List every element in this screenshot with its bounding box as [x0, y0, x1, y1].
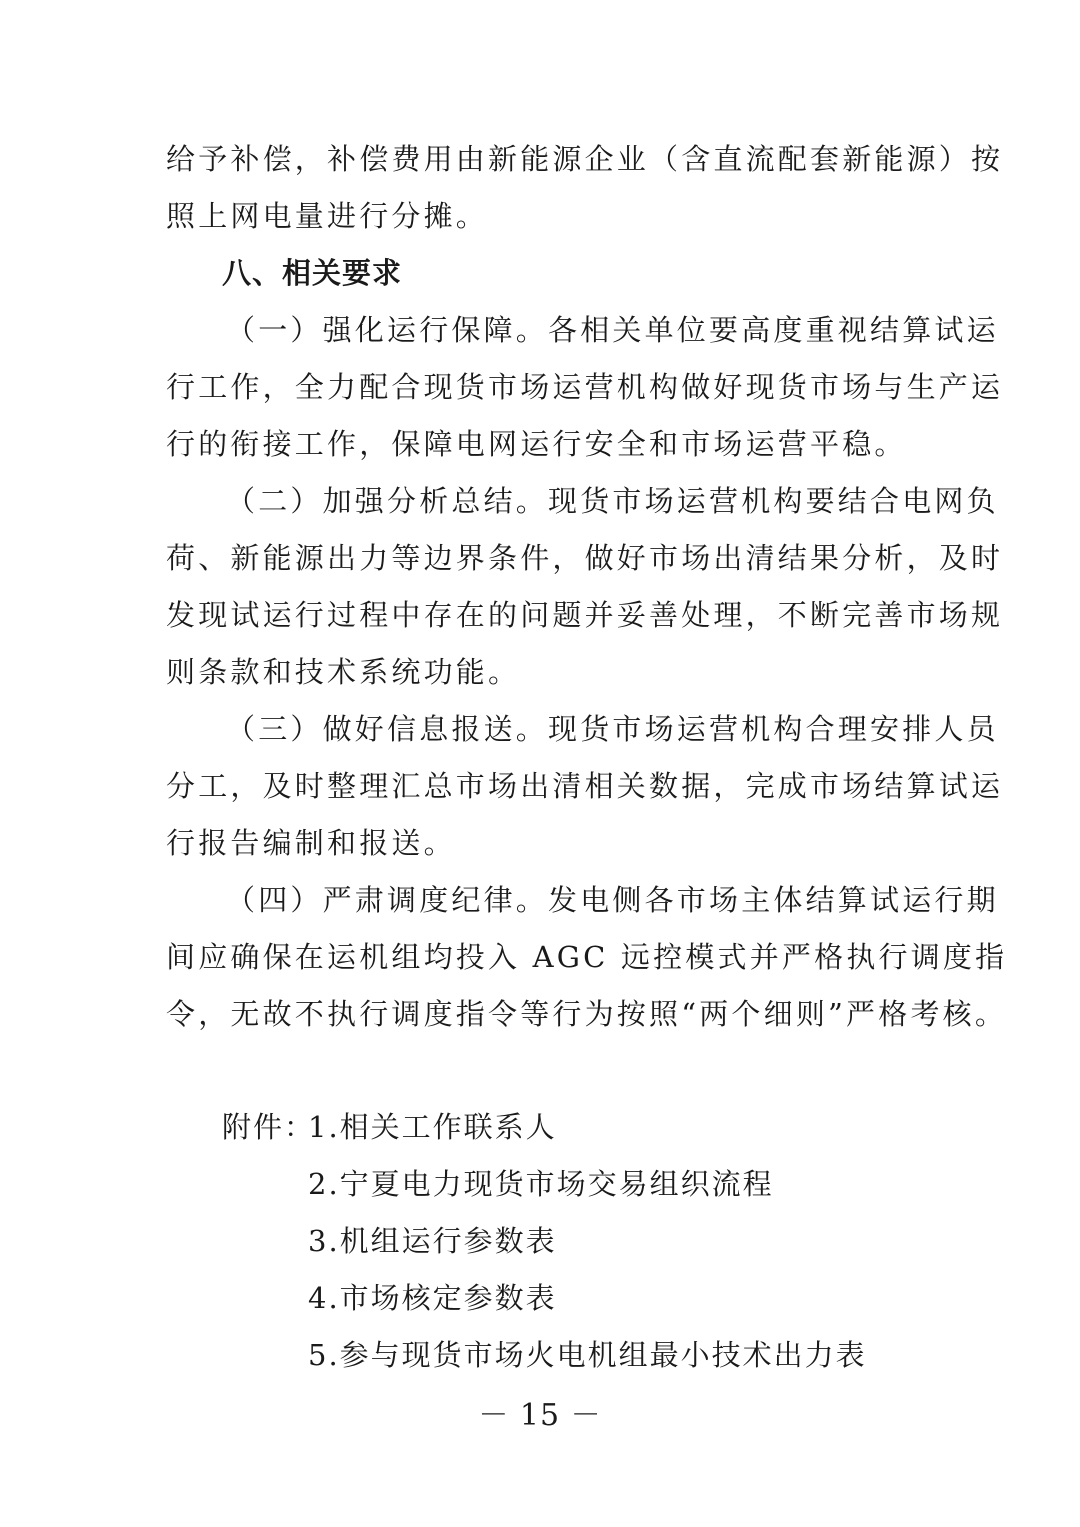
paragraph-line: （二）加强分析总结。现货市场运营机构要结合电网负 — [226, 484, 999, 518]
attachment-item: 3.机组运行参数表 — [308, 1224, 557, 1258]
paragraph-line: 间应确保在运机组均投入 AGC 远控模式并严格执行调度指 — [166, 940, 1008, 974]
attachment-item: 5.参与现货市场火电机组最小技术出力表 — [308, 1338, 867, 1372]
paragraph-line: （三）做好信息报送。现货市场运营机构合理安排人员 — [226, 712, 999, 746]
paragraph-line: 令，无故不执行调度指令等行为按照“两个细则”严格考核。 — [166, 997, 1008, 1031]
paragraph-line: 照上网电量进行分摊。 — [166, 199, 489, 233]
paragraph-line: 给予补偿，补偿费用由新能源企业（含直流配套新能源）按 — [166, 142, 1004, 176]
paragraph-line: 则条款和技术系统功能。 — [166, 655, 521, 689]
paragraph-line: 行报告编制和报送。 — [166, 826, 456, 860]
paragraph-line: （四）严肃调度纪律。发电侧各市场主体结算试运行期 — [226, 883, 999, 917]
paragraph-line: 发现试运行过程中存在的问题并妥善处理，不断完善市场规 — [166, 598, 1004, 632]
section-heading: 八、相关要求 — [222, 256, 403, 290]
attachment-item: 2.宁夏电力现货市场交易组织流程 — [308, 1167, 774, 1201]
attachment-item: 1.相关工作联系人 — [308, 1110, 557, 1144]
attachments-label: 附件： — [222, 1110, 316, 1144]
paragraph-line: （一）强化运行保障。各相关单位要高度重视结算试运 — [226, 313, 999, 347]
paragraph-line: 行工作，全力配合现货市场运营机构做好现货市场与生产运 — [166, 370, 1004, 404]
paragraph-line: 荷、新能源出力等边界条件，做好市场出清结果分析，及时 — [166, 541, 1004, 575]
paragraph-line: 行的衔接工作，保障电网运行安全和市场运营平稳。 — [166, 427, 907, 461]
attachment-item: 4.市场核定参数表 — [308, 1281, 557, 1315]
paragraph-line: 分工，及时整理汇总市场出清相关数据，完成市场结算试运 — [166, 769, 1004, 803]
page-number: － 15 － — [478, 1398, 602, 1433]
